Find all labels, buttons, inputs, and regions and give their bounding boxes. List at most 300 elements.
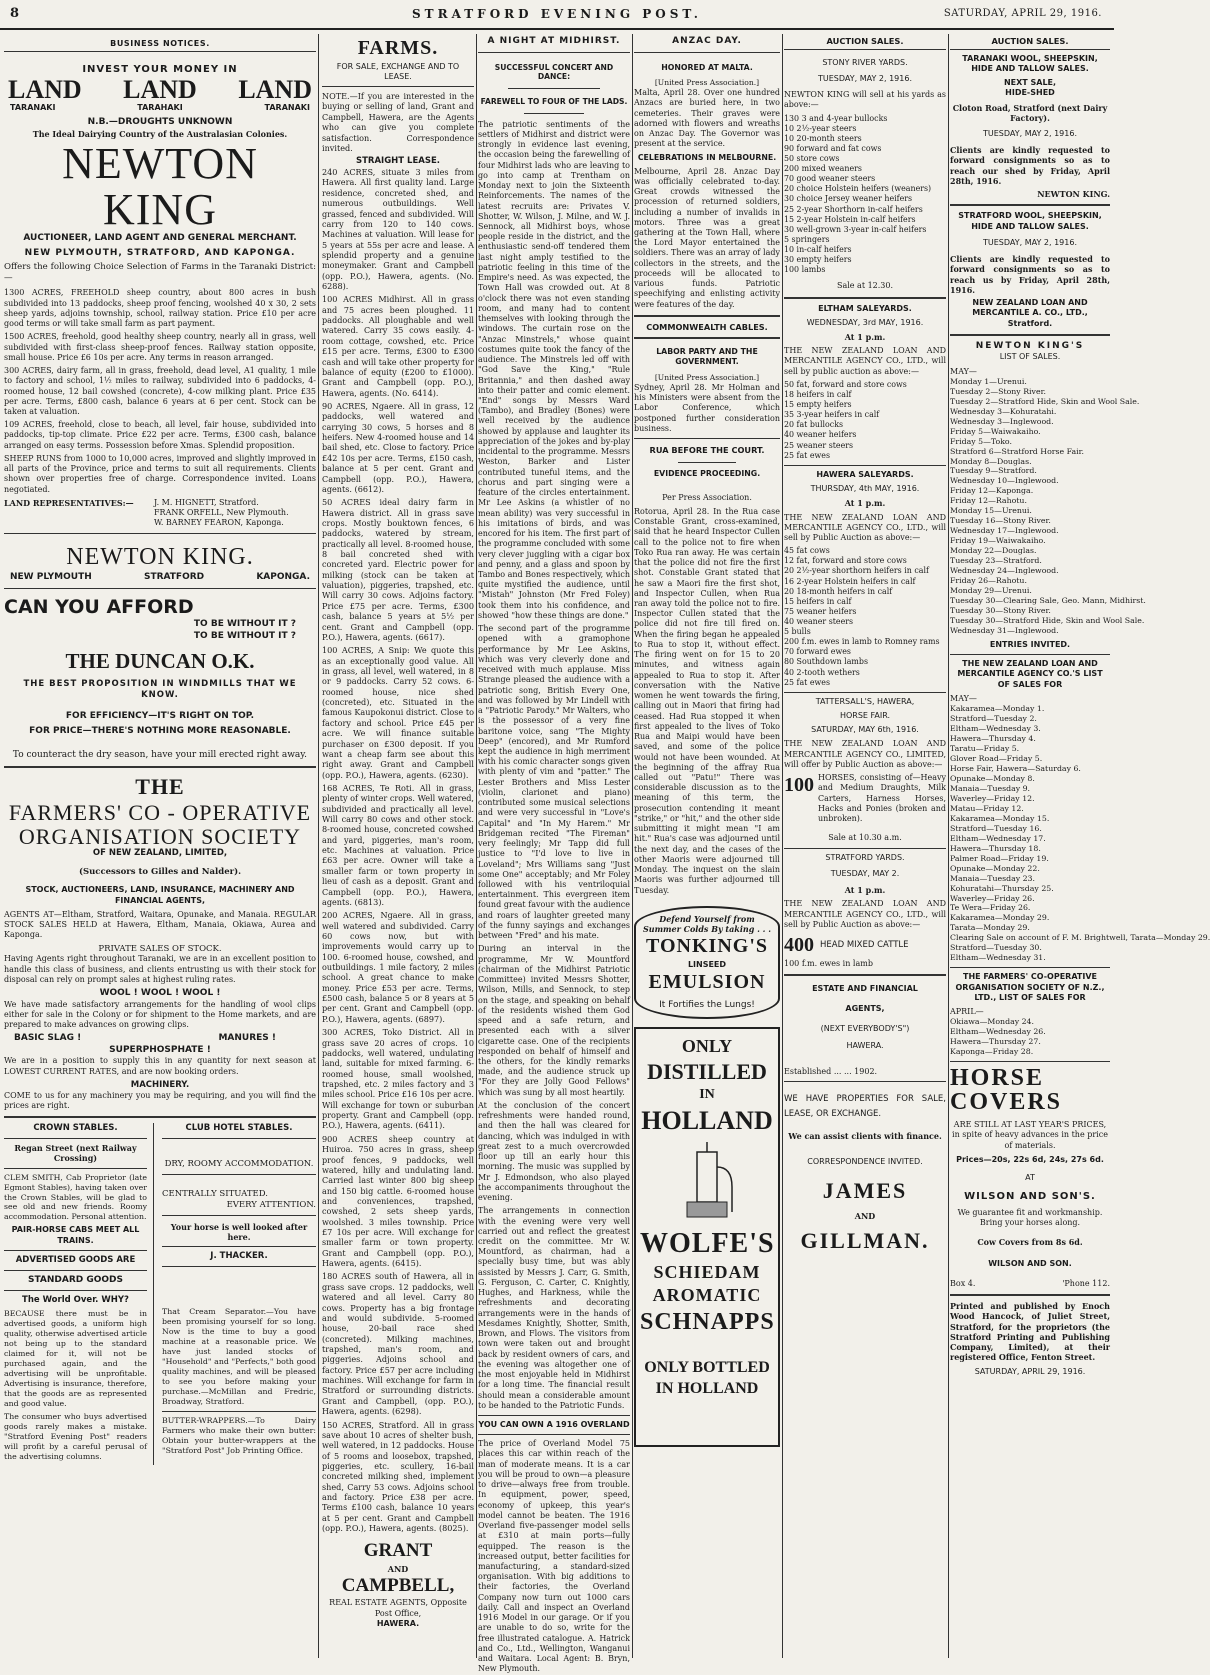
sale-schedule-item: Hawera—Thursday 4. [950, 734, 1036, 744]
sale-intro: THE NEW ZEALAND LOAN AND MERCANTILE AGENCY CO., LTD., will sell by Public Auction as above:— [784, 899, 946, 929]
sale-intro: HEAD MIXED CATTLE [820, 940, 909, 951]
sale-schedule-item: Friday 26—Rahotu. [950, 576, 1027, 586]
article-paragraph: The price of Overland Model 75 places this car within reach of the man of moderate means. It is a car you will be proud to own—a pleasure to drive—always free from trouble. In equipment, power, speed, economy of upkeep, this year's model cannot be beaten. The 1916 Overland five-passenger model sells at £310 at main ports—fully equipped. The reason is the increased output, better facilities for manufacturing, a standard-sized organisation. With big additions to their factories, the Overland Company now turn out 1000 cars daily. Call and inspect an Overland 1916 Model in our garage. Or if you are unable to do so, write for the free illustrated catalogue. A. Hatrick and Co., Ltd., Wellington, Wanganui and Waitara. Local Agent: B. Bryn, New Plymouth. [478, 1439, 630, 1674]
column-business-notices [4, 36, 316, 1656]
sale-schedule-item: Monday 29—Urenui. [950, 586, 1032, 596]
sale-schedule-item: Tuesday 2—Stratford Hide, Skin and Wool Sale. [950, 396, 1140, 406]
sale-schedule-item: Monday 15—Urenui. [950, 506, 1032, 516]
farm-listing: 100 ACRES Midhirst. All in grass and 75 acres been ploughed. 11 paddocks. All ploughable and well watered. Carry 35 cows easily. 4-room cottage, cowshed, etc. Price £15 per acre. Terms, £300 to £300 cash and will take other property for balance of equity (£200 to £1000). Grant and Campbell (opp. P.O.), Hawera, agents. (No. 6414). [322, 294, 474, 398]
sale-schedule-item: Hawera—Thursday 27. [950, 1037, 1041, 1047]
article-subheadline: HONORED AT MALTA. [661, 62, 753, 72]
ad-body: That Cream Separator.—You have been promising yourself for so long. Now is the time to buy a good machine at a reasonable price. We have just landed stocks of "Household" and "Perfects," both good quality machines, and will be pleased to see you before making your purchase.—McMillan and Fredric, Broadway, Stratford. [162, 1307, 316, 1406]
sale-item: 20 2½-year shorthorn heifers in calf [784, 566, 929, 576]
newton-king-logo: NEWTON KING [62, 139, 258, 235]
article-subheadline: SUCCESSFUL CONCERT AND DANCE: [494, 62, 614, 82]
sale-date: TUESDAY, MAY 2. [830, 868, 900, 878]
sale-item: 200 f.m. ewes in lamb to Romney rams [784, 637, 940, 647]
sale-schedule-item: Friday 19—Waiwakaiho. [950, 536, 1046, 546]
sale-schedule-item: Tarata—Monday 29. [950, 923, 1030, 933]
sale-item: 50 fat, forward and store cows [784, 379, 907, 389]
sale-item: 25 weaner steers [784, 440, 854, 450]
newspaper-title: STRATFORD EVENING POST. [412, 7, 702, 21]
farm-listing: 180 ACRES south of Hawera, all in grass save crops. 12 paddocks, well watered and all level. Carry 80 cows. Property has a big frontage and would subdivide. 5-roomed house, 20-bail race shed (concreted). Milking machines, trapshed, man's room, and piggeries. Adjoins school and factory. Price £57 per acre including machines. Will exchange for farm in Stratford or surrounding districts. Grant and Campbell, (opp. P.O.), Hawera, agents. (6298). [322, 1271, 474, 1417]
sale-item: 130 3 and 4-year bullocks [784, 113, 888, 123]
sale-time: At 1 p.m. [844, 498, 886, 509]
wolfes-schnapps-ad [634, 1027, 780, 1447]
sale-venue: HAWERA SALEYARDS. [816, 469, 914, 479]
sale-item: 20 18-month heifers in calf [784, 586, 893, 596]
ad-line: We can assist clients with finance. [788, 1130, 942, 1141]
ad-line: HIDE-SHED [1005, 88, 1055, 98]
representative: J. M. HIGNETT, Stratford. [154, 497, 259, 507]
news-source: [United Press Association.] [654, 373, 760, 383]
sale-item: 70 good weaner steers [784, 174, 876, 184]
ad-body: AGENTS AT—Eltham, Stratford, Waitara, Opunake, and Manaia. REGULAR STOCK SALES HELD at Hawera, Eltham, Manaia, Okiawa, Aurea and Kaponga. [4, 909, 316, 940]
article-paragraph: Rotorua, April 28. In the Rua case Constable Grant, cross-examined, said that he heard Inspector Cullen call to the police not to fire when Toko Rua ran away. He was certain that the police did not fire the first shot. Constable Grant stated that he saw a Maori fire the first shot, and Inspector Cullen, when Rua ran away told the police not to fire. Inspector Cullen stated that the police did not fire till fired on. When the firing began he appealed to Rua to stop it, without effect. The firing went on for 15 to 20 minutes, and witness again appealed to Rua to stop it. After conversation with the Native women he went towards the firing, calling out in Maori that firing had ceased. Had Rua stopped it when first appealed to the lives of Toko Rua and Maipi would have been saved, and some of the police would not have been wounded. At the beginning of the affray Rua called out "Patu!" There was considerable discussion as to the meaning of this term, the prosecution contending it meant "strike," or "hit," and the other side submitting it might mean "I am hit." Rua's case was adjourned until the next day, and the cases of the other Maoris were adjourned till Monday. The inquest on the slain Maoris was further adjourned till Tuesday. [634, 506, 780, 895]
newton-king-heading: NEWTON KING. [66, 543, 254, 570]
article-paragraph: Melbourne, April 28. Anzac Day was officially celebrated to-day. Great crowds witnessed the procession of returned soldiers, including a number of invalids in motors. Three was a great gathering at the Town Hall, where the Lord Mayor entertained the soldiers. There was an array of lady collectors in the streets, and the proceeds will be allocated to various funds. Patriotic speechifying and enlisting activity were features of the day. [634, 166, 780, 309]
column-anzac [634, 36, 780, 1656]
column-farms [322, 36, 474, 1656]
ad-body: We have made satisfactory arrangements for the handling of wool clips either for sale in the Colony or for shipment to the Home markets, and are prepared to make advances on growing clips. [4, 999, 316, 1030]
ad-line: Your horse is well looked after here. [170, 1221, 308, 1242]
ad-line: AROMATIC [652, 1285, 762, 1306]
section-subheading: FOR SALE, EXCHANGE AND TO LEASE. [336, 61, 460, 81]
horse-covers-logo: COVERS [950, 1089, 1063, 1116]
sale-item: 40 weaner steers [784, 616, 854, 626]
sale-schedule-item: Okiawa—Monday 24. [950, 1017, 1034, 1027]
ad-body: BUTTER-WRAPPERS.—To Dairy Farmers who make their own butter: Obtain your butter-wrappers at the "Stratford Post" Job Printing Office. [162, 1415, 316, 1455]
sale-item: 20 choice Holstein heifers (weaners) [784, 184, 932, 194]
farm-listing: 1300 ACRES, FREEHOLD sheep country, about 800 acres in bush subdivided into 13 paddocks, sheep proof fencing, woolshed 40 x 30, 2 sets sheep yards, adjoins township, school, railway station. Price £10 per acre good terms or will take small farm as part payment. [4, 288, 316, 329]
ad-brand: WOLFE'S [640, 1227, 775, 1259]
sale-schedule-item: Hawera—Thursday 18. [950, 843, 1041, 853]
article-paragraph: Malta, April 28. Over one hundred Anzacs are buried here, in two cemeteries. Their graves were adorned with flowers and wreaths on Anzac Day. The Governor was present at the service. [634, 88, 780, 149]
farm-listing: 240 ACRES, situate 3 miles from Hawera. All first quality land. Large residence, concreted shed, and numerous outbuildings. Well grassed, fenced and subdivided. Will carry from 120 to 140 cows. Machines at valuation. Will lease for 5 years at 55s per acre and lease. A splendid property and a genuine moneymaker. Grant and Campbell (opp. P.O.), Hawera, agents. (No. 6288). [322, 167, 474, 292]
news-source: Per Press Association. [662, 492, 752, 502]
imprint: Printed and published by Enoch Wood Hancock, of Juliet Street, Stratford, for the proprietors (the Stratford Printing and Publishing Company, Limited), at their registered Office, Fenton Street. [950, 1301, 1110, 1363]
ad-line: THE FARMERS' CO-OPERATIVE ORGANISATION SOCIETY OF N.Z., LTD., LIST OF SALES FOR [955, 972, 1105, 1002]
ad-line: STRATFORD WOOL, SHEEPSKIN, HIDE AND TALLOW SALES. [958, 211, 1102, 231]
ad-body: Having Agents right throughout Taranaki, we are in an excellent position to handle this class of business, and clients entrusting us with their stock for disposal can rely on prompt sales at highest ruling rates. [4, 954, 316, 984]
sale-quantity: 100 [784, 774, 814, 797]
sale-schedule-item: Matau—Friday 12. [950, 803, 1024, 813]
farm-listing: 900 ACRES sheep country at Huiroa. 750 acres in grass, sheep proof fences, 9 paddocks, well watered, hilly and undulating land. Carried last winter 800 big sheep and 150 big cattle. 6-roomed house and conveniences, trapshed, cowshed, 2 sets sheep yards, woolshed. 3 miles township. Price £7 10s per acre. Will exchange for smaller farm or town property. Grant and Campbell (opp. P.O.), Hawera, agents. (6415). [322, 1133, 474, 1269]
ad-subhead: MANURES ! [218, 1033, 276, 1044]
ad-headline: CAN YOU AFFORD [4, 595, 194, 618]
sale-schedule-item: Tuesday 9—Stratford. [950, 466, 1037, 476]
ad-line: It Fortifies the Lungs! [659, 999, 755, 1010]
ad-line: THE NEW ZEALAND LOAN AND MERCANTILE AGENCY CO.'S LIST OF SALES FOR [957, 659, 1103, 689]
sale-item: 50 store cows [784, 153, 840, 163]
issue-date: SATURDAY, APRIL 29, 1916. [943, 8, 1102, 19]
ad-place: KAPONGA. [256, 572, 310, 583]
ad-line: PAIR-HORSE CABS MEET ALL TRAINS. [11, 1225, 140, 1245]
article-paragraph: The arrangements in connection with the evening were very well carried out and reflect the greatest credit on the committee. Mr W. Mountford, as chairman, had a specially busy time, but was ably assisted by Messrs J. Carr, G. Smith, G. Ferguson, C. Carter, C. Knightly, Hughes, and Harkness, while the refreshments and decorating arrangements were in the hands of Mesdames Knightly, Shotter, Smith, Brown, and Flows. The visitors from town were taken out and brought back by resident owners of cars, and the evening was altogether one of the most enjoyable held in Midhirst for a long time. The financial result should mean a considerable amount to be handed to the Patriotic Funds. [478, 1206, 630, 1410]
ad-body: CLEM SMITH, Cab Proprietor (late Egmont Stables), having taken over the Crown Stables, will be glad to see old and new friends. Roomy accommodation. Personal attention. [4, 1172, 147, 1222]
representative: W. BARNEY FEARON, Kaponga. [154, 518, 284, 528]
list-month: APRIL— [950, 1007, 984, 1016]
farm-listing: 50 ACRES ideal dairy farm in Hawera district. All in grass save crops. Mostly bouktown fences, 6 paddocks, watered by stream, practically all level. 8-roomed house, 8 bail concreted shed with concreted yard. Electric power for milking (stock can be taken at valuation), piggeries, trapshed, etc. Will carry 30 cows. Adjoins factory. Price £75 per acre. Terms, £300 cash, balance 5 years at 5½ per cent. Grant and Campbell (opp. P.O.), Hawera, agents. (6617). [322, 497, 474, 642]
sale-venue: STRATFORD YARDS. [825, 852, 905, 862]
tonkings-emulsion-ad [634, 906, 780, 1019]
section-subheading: STRAIGHT LEASE. [355, 156, 440, 167]
sale-schedule-item: Palmer Road—Friday 19. [950, 853, 1049, 863]
horse-covers-logo: HORSE [950, 1065, 1045, 1092]
ad-place: NEW PLYMOUTH [10, 572, 92, 583]
sale-item: 45 fat cows [784, 546, 830, 556]
article-headline: COMMONWEALTH CABLES. [646, 321, 768, 332]
sale-venue: TATTERSALL'S, HAWERA, [815, 696, 915, 706]
sale-schedule-item: Waverley—Friday 26. [950, 893, 1035, 903]
sale-schedule-item: Friday 5—Waiwakaiho. [950, 426, 1041, 436]
ad-line: EVERY ATTENTION. [226, 1199, 316, 1210]
sale-time: Sale at 12.30. [836, 281, 894, 291]
ad-line: ESTATE AND FINANCIAL [812, 983, 918, 993]
sale-schedule-item: Wednesday 3—Kohuratahi. [950, 406, 1057, 416]
sale-schedule-item: Opunake—Monday 22. [950, 863, 1040, 873]
sale-time: Sale at 10.30 a.m. [828, 833, 902, 843]
ad-line: TO BE WITHOUT IT ? [193, 619, 296, 630]
sale-item: 100 f.m. ewes in lamb [784, 958, 873, 968]
sale-date: TUESDAY, MAY 2, 1916. [983, 237, 1077, 247]
sale-item: 15 empty heifers [784, 400, 852, 410]
sale-schedule-item: Stratford—Tuesday 2. [950, 714, 1037, 724]
sale-item: 10 2½-year steers [784, 123, 857, 133]
ad-line: FOR EFFICIENCY—IT'S RIGHT ON TOP. [65, 710, 255, 721]
representative: FRANK ORFELL, New Plymouth. [154, 508, 289, 518]
sale-item: 16 2-year Holstein heifers in calf [784, 576, 916, 586]
sale-item: 25 2-year Shorthorn in-calf heifers [784, 204, 923, 214]
ad-line: Defend Yourself from Summer Colds By taking . . . [642, 913, 771, 935]
article-paragraph: The second part of the programme opened with a gramophone performance by Mr Lee Askins, which was very cleverly done and received with much applause. Miss Strange pleased the audience with a patriotic song, British Every One, and was followed by Mr Lindell with a "Patriotic Parody." Mr Walters, who is the possessor of a very fine baritone voice, sang "The Mighty Deep" (encored), and Mr Rumford kept the audience in high merriment with his comic character songs given with plenty of vim and "patter." The Lester Brothers and Miss Lester (violin, clarionet and piano) contributed some musical selections and were very successful in "Love's Capital" and "In My Harem." Mr Bridgeman recited "The Fireman" very feelingly; Mr Tapp did full justice to "I'd love to live in Loveland"; Mrs Williams sang "Just some One" acceptably; and Mr Foley followed with his ventriloquial entertainment. This evergreen item found great favour with the audience and roars of laughter greeted many of the funny sayings and exchanges between "Fred" and his mate. [478, 624, 630, 941]
sale-item: 20 fat bullocks [784, 420, 844, 430]
sale-item: 75 weaner heifers [784, 606, 857, 616]
ad-subhead: CLUB HOTEL STABLES. [185, 1123, 293, 1134]
sale-item: 12 fat, forward and store cows [784, 556, 907, 566]
article-paragraph: During an interval in the programme, Mr W. Mountford (chairman of the Midhirst Patriotic Committee) invited Messrs Shotter, Wilson, Mills, and Sennock, to step on the stage, and speaking on behalf of the residents wished them God speed and a safe return, and presented each with a silver cigarette case. One of the recipients responded on behalf of himself and the others, for the kindly remarks made, and the audience struck up "For they are Jolly Good Fellows" which was sung by all most heartily. [478, 944, 630, 1097]
ad-line: HAWERA. [846, 1040, 884, 1050]
phone-number: 'Phone 112. [1062, 1279, 1110, 1289]
sale-item: 30 choice Jersey weaner heifers [784, 194, 913, 204]
imprint-date: SATURDAY, APRIL 29, 1916. [974, 1366, 1086, 1376]
column-auction-sales-2 [950, 36, 1210, 1656]
ad-signature: NEW ZEALAND LOAN AND MERCANTILE A. CO., LTD., Stratford. [972, 298, 1088, 328]
sale-item: 15 2-year Holstein in-calf heifers [784, 214, 916, 224]
ad-headline: INVEST YOUR MONEY IN [82, 64, 238, 76]
sale-item: 35 3-year heifers in calf [784, 410, 880, 420]
ad-body: Clients are kindly requested to forward consignments so as to reach us by Friday, April 28th, 1916. [950, 254, 1110, 295]
ad-word: LAND [238, 75, 312, 105]
ad-line: STOCK, AUCTIONEERS, LAND, INSURANCE, MACHINERY AND FINANCIAL AGENTS, [25, 885, 295, 905]
sale-item: 70 forward ewes [784, 647, 851, 657]
farm-listing: 109 ACRES, freehold, close to beach, all level, fair house, subdivided into paddocks, tip-top climate. Price £22 per acre. Terms, £300 cash, balance arranged on easy terms. Possession before Xmas. Splendid proposition. [4, 420, 316, 450]
ad-label: LAND REPRESENTATIVES:— [4, 497, 134, 508]
ad-line: To counteract the dry season, have your mill erected right away. [12, 749, 308, 760]
ad-line: DISTILLED [647, 1059, 767, 1085]
fcos-heading: ORGANISATION SOCIETY [18, 823, 302, 849]
sale-schedule-list [950, 704, 1210, 963]
sale-schedule-item: Monday 1—Urenui. [950, 376, 1027, 386]
ad-line: J. THACKER. [210, 1251, 268, 1262]
sale-item: 15 heifers in calf [784, 596, 852, 606]
news-source: [United Press Association.] [654, 78, 760, 88]
article-subheadline: CELEBRATIONS IN MELBOURNE. [637, 152, 777, 162]
ad-line: TARANAKI WOOL, SHEEPSKIN, HIDE AND TALLOW SALES. [962, 53, 1098, 73]
ad-subhead: WOOL ! WOOL ! WOOL ! [99, 988, 221, 999]
sale-intro: HORSES, consisting of—Heavy and Medium Draughts, Milk Carters, Harness Horses, Hacks and Ponies (broken and unbroken). [818, 773, 946, 824]
farm-listing: 150 ACRES, Stratford. All in grass save about 10 acres of shelter bush, well watered, in 12 paddocks. House of 5 rooms and loosebox, trapshed, piggeries, etc. scullery, 16-bail concreted milking shed, implement shed, Carry 53 cows. Adjoins school and factory. Price £38 per acre. Terms £100 cash, balance 10 years at 5 per cent. Grant and Campbell (opp. P.O.), Hawera, agents. (8025). [322, 1419, 474, 1534]
sale-intro: THE NEW ZEALAND LOAN AND MERCANTILE AGENCY CO., LTD., will sell by Public Auction as above:— [784, 512, 946, 542]
ad-line: AT [1025, 1173, 1035, 1183]
sale-schedule-item: Stratford—Tuesday 16. [950, 823, 1042, 833]
sale-schedule-item: Kaponga—Friday 28. [950, 1047, 1034, 1057]
sale-schedule-item: Kakaramea—Monday 29. [950, 913, 1050, 923]
article-headline: YOU CAN OWN A 1916 OVERLAND [478, 1419, 630, 1429]
ad-subhead: SUPERPHOSPHATE ! [109, 1044, 211, 1055]
sale-item: 40 weaner heifers [784, 430, 857, 440]
ad-line: TO BE WITHOUT IT ? [193, 630, 296, 641]
sale-schedule-item: Friday 5—Toko. [950, 436, 1012, 446]
ad-place: TARANAKI [264, 103, 310, 113]
sale-schedule-item: Tuesday 30—Stony River. [950, 606, 1051, 616]
farm-listing: 168 ACRES, Te Roti. All in grass, plenty of winter crops. Well watered, subdivided and practically all level. Will carry 80 cows and other stock. 8-roomed house, concreted cowshed and yard, piggeries, man's room, etc. Machines at valuation. Price £63 per acre. Owner will take a smaller farm or town property in lieu of cash as a deposit. Grant and Campbell (opp. P.O.), Hawera, agents. (6813). [322, 782, 474, 907]
sale-schedule-item: Waverley—Friday 12. [950, 793, 1035, 803]
sale-schedule-item: Tuesday 23—Stratford. [950, 556, 1042, 566]
ad-line: IN HOLLAND [655, 1379, 759, 1397]
po-box: Box 4. [950, 1279, 976, 1289]
sale-item: 10 in-calf heifers [784, 244, 852, 254]
sale-schedule-item: Wednesday 24—Inglewood. [950, 566, 1059, 576]
section-heading: BUSINESS NOTICES. [4, 39, 316, 52]
sale-schedule-item: Monday 8—Douglas. [950, 456, 1032, 466]
farm-listing: 300 ACRES, dairy farm, all in grass, freehold, dead level, A1 quality, 1 mile to factory and school, 1½ miles to railway, subdivided into 6 paddocks, 4-roomed house, 12 bail cowshed (concrete), 4-cow milking plant. Price £35 per acre. Terms, £800 cash, balance 6 years at 6 per cent. Stock can be taken at valuation. [4, 366, 316, 416]
ad-place: STRATFORD [143, 572, 205, 583]
ad-line: NEWTON KING'S [975, 340, 1085, 351]
farm-listing: 1500 ACRES, freehold, good healthy sheep country, nearly all in grass, well subdivided with first-class sheep-proof fences. Railway station opposite, small house. Price £6 10s per acre. Any terms in reason arranged. [4, 332, 316, 362]
ad-line: (NEXT EVERYBODY'S") [820, 1024, 910, 1034]
sale-schedule-item: Stratford 6—Stratford Horse Fair. [950, 446, 1084, 456]
sale-venue: ELTHAM SALEYARDS. [818, 303, 912, 313]
ad-place: TARAHAKI [137, 103, 183, 113]
ad-body: ARE STILL AT LAST YEAR'S PRICES, in spite of heavy advances in the price of materials. [952, 1120, 1108, 1150]
sale-quantity: 400 [784, 933, 814, 956]
ad-line: AND [854, 1211, 876, 1222]
ad-line: ONLY [681, 1036, 733, 1057]
ad-body: Clients are kindly requested to forward consignments so as to reach our shed by Friday, April 28th, 1916. [950, 145, 1110, 186]
ad-subhead: MACHINERY. [130, 1079, 190, 1090]
ad-body: We guarantee fit and workmanship. Bring your horses along. [957, 1208, 1103, 1228]
masthead [0, 0, 1114, 30]
page-number: 8 [10, 6, 20, 21]
ad-line: CORRESPONDENCE INVITED. [807, 1156, 923, 1166]
farm-listing: 300 ACRES, Toko District. All in grass save 20 acres of crops. 10 paddocks, well watered, undulating land, suitable for mixed farming. 6-roomed house, small woolshed, trapshed, etc. 2 miles factory and 3 miles school. Price £16 10s per acre. Will exchange for town or suburban property. Grant and Campbell (opp. P.O.), Hawera, agents. (6411). [322, 1027, 474, 1131]
column-auction-sales-1 [784, 36, 946, 1656]
sale-schedule-item: Clearing Sale on account of F. M. Brightwell, Tarata—Monday 29. [950, 933, 1210, 943]
ad-line: Cloton Road, Stratford (next Dairy Factory). [952, 102, 1108, 123]
sale-item: 80 Southdown lambs [784, 657, 868, 667]
sale-schedule-item: Glover Road—Friday 5. [950, 753, 1043, 763]
article-paragraph: Sydney, April 28. Mr Holman and his Ministers were absent from the Labor Conference, which postponed further consideration business. [634, 383, 780, 433]
ad-line: ONLY BOTTLED [644, 1359, 770, 1377]
still-illustration-icon [677, 1142, 737, 1222]
ad-line: IN [699, 1087, 715, 1103]
ad-line: (Successors to Gilles and Nalder). [78, 866, 242, 877]
ad-body: BECAUSE there must be in advertised goods, a uniform high quality, otherwise advertised article not being up to the standard claimed for it, will not be purchased again, and the advertising will be unprofitable. Advertising is insurance, therefore, that the goods are as represented and good value. [4, 1309, 147, 1408]
james-gillman-logo: GILLMAN. [800, 1228, 930, 1254]
sale-item: 25 fat ewes [784, 677, 830, 687]
sale-schedule-item: Opunake—Monday 8. [950, 773, 1035, 783]
ad-brand: SCHNAPPS [640, 1309, 775, 1336]
sale-intro: NEWTON KING will sell at his yards as above:— [784, 90, 946, 110]
ad-body: COME to us for any machinery you may be requiring, and you will find the prices are right. [4, 1090, 316, 1110]
ad-line: N.B.—DROUGHTS UNKNOWN [87, 117, 233, 128]
column-midhirst [478, 36, 630, 1674]
sale-item: 25 fat ewes [784, 450, 830, 460]
sale-schedule-item: Eltham—Wednesday 3. [950, 724, 1041, 734]
article-subheadline: EVIDENCE PROCEEDING. [653, 468, 761, 478]
sale-schedule-list [950, 376, 1146, 636]
sale-date: WEDNESDAY, 3rd MAY, 1916. [806, 317, 924, 327]
sale-schedule-item: Manaia—Tuesday 23. [950, 873, 1036, 883]
ad-body: WE HAVE PROPERTIES FOR SALE, LEASE, OR EXCHANGE. [784, 1093, 946, 1120]
sale-time: At 1 p.m. [844, 885, 886, 896]
ad-brand: TONKING'S [646, 935, 768, 958]
sale-date: SATURDAY, MAY 6th, 1916. [811, 725, 919, 735]
sale-date: TUESDAY, MAY 2, 1916. [983, 129, 1077, 139]
section-heading: AUCTION SALES. [784, 36, 946, 50]
ad-body: We are in a position to supply this in any quantity for next season at LOWEST CURRENT RATES, and are now booking orders. [4, 1056, 316, 1076]
section-heading: FARMS. [357, 37, 439, 59]
sale-schedule-item: Eltham—Wednesday 26. [950, 1027, 1046, 1037]
ad-line: NEXT SALE, [1003, 78, 1057, 88]
ad-line: FOR PRICE—THERE'S NOTHING MORE REASONABLE. [29, 726, 291, 737]
article-headline: ANZAC DAY. [672, 36, 742, 46]
grant-campbell-logo: GRANT [363, 1540, 433, 1562]
ad-line: REAL ESTATE AGENTS, Opposite Post Office, [329, 1598, 467, 1618]
sale-schedule-item: Friday 12—Kaponga. [950, 486, 1034, 496]
sale-schedule-item: Friday 12—Rahotu. [950, 496, 1027, 506]
sale-item: 30 well-grown 3-year in-calf heifers [784, 224, 927, 234]
ad-word: LAND [8, 75, 82, 105]
article-paragraph: The patriotic sentiments of the settlers of Midhirst and district were strongly in evidence last evening, the occasion being the farewelling of four Midhirst lads who are leaving to go into camp at Trentham on Monday next to join the Sixteenth Reinforcements. The names of the latest recruits are: Privates V. Shotter, W. Wilson, J. Milne, and W. J. Sennock, all Midhirst boys, whose people reside in the district, and the enthusiastic send-off tendered them last night amply testified to the patriotic feeling in this time of the Empire's need. As was expected, the Town Hall was crowded out. At 8 o'clock there was not even standing room, and many had to content themselves with looking through the windows. The curtain rose on the "Anzac Minstrels," whose quaint costumes quite took the fancy of the audience. The Minstrels led off with "God Save the King," "Rule Britannia," and then dashed away into their patter and comic element. "End" songs by Messrs Ward (Tambo), and Bradley (Bones) were well received by the audience showed by applause and laughter its appreciation of the jokes and by-play incidental to the programme. Messrs Weston, Barker and Lister contributed tuneful items, and the chorus and part singing were a feature of the circles entertainment. Mr Lee Askins (a whistler of no mean ability) was very successful in his imitations of birds, and was encored for his item. The first part of the programme concluded with some very clever juggling with a cigar box and penny, and a glass and spoon by Tambo and Bones respectively, which quite mystified the audience, until "Mistah" Johnston (Mr Fred Foley) took them into his confidence, and showed "how these things are done." [478, 119, 630, 620]
farm-listing: 200 ACRES, Ngaere. All in grass, well watered and subdivided. Carry 60 cows now, but with improvements would carry up to 100. 6-roomed house, cowshed, and outbuildings. 1 mile factory, 2 miles school. A great chance to make money. Price £53 per acre. Terms, £500 cash, balance 5 or 8 years at 5 per cent. Grant and Campbell (opp. P.O.), Hawera, agents. (6897). [322, 910, 474, 1024]
fcos-heading: FARMERS' CO - OPERATIVE [8, 800, 312, 826]
ad-line: WILSON AND SON'S. [964, 1191, 1096, 1203]
ad-line: Established ... ... 1902. [784, 1066, 878, 1076]
sale-schedule-item: Eltham—Wednesday 31. [950, 953, 1046, 963]
sale-schedule-item: Tuesday 30—Stratford Hide, Skin and Wool Sale. [950, 616, 1145, 625]
sale-item: 30 empty heifers [784, 255, 852, 265]
sale-schedule-item: Horse Fair, Hawera—Saturday 6. [950, 763, 1081, 773]
list-month: MAY— [950, 693, 977, 703]
sale-schedule-item: Tuesday 16—Stony River. [950, 516, 1051, 526]
ad-line: LIST OF SALES. [999, 352, 1061, 362]
section-heading: AUCTION SALES. [950, 36, 1110, 50]
farm-listing: 100 ACRES, A Snip: We quote this as an exceptionally good value. All in grass, all level, well watered, in 8 or 9 paddocks. Carry 52 cows. 6-roomed house, nice shed (concreted), etc. Situated in the famous Kaupokonui district. Close to factory and school. Price £45 per acre. We will finance suitable purchaser on £300 deposit. If you want a cheap farm see about this right away. Grant and Campbell (opp. P.O.), Hawera, agents. (6230). [322, 645, 474, 780]
article-subheadline: FAREWELL TO FOUR OF THE LADS. [480, 96, 628, 106]
sale-item: 10 20-month steers [784, 133, 862, 143]
sale-schedule-item: Stratford—Tuesday 30. [950, 943, 1042, 953]
sale-schedule-item: Wednesday 10—Inglewood. [950, 476, 1059, 486]
list-month: MAY— [950, 366, 977, 376]
sale-intro: THE NEW ZEALAND LOAN AND MERCANTILE AGENCY CO., LTD., will sell by public auction as above:— [784, 346, 946, 376]
sale-schedule-item: Tuesday 30—Clearing Sale, Geo. Mann, Midhirst. [950, 596, 1146, 606]
ad-line: Prices—20s, 22s 6d, 24s, 27s 6d. [956, 1154, 1104, 1164]
article-subheadline: LABOR PARTY AND THE GOVERNMENT. [656, 347, 758, 367]
ad-line: CENTRALLY SITUATED. [162, 1188, 268, 1199]
ad-place: TARANAKI [10, 103, 56, 113]
ad-line: AND [387, 1563, 409, 1574]
ad-line: NEW PLYMOUTH, STRATFORD, AND KAPONGA. [24, 247, 296, 258]
column-rule [948, 34, 949, 1658]
fcos-heading: THE [135, 774, 185, 800]
ad-subhead: STANDARD GOODS [27, 1274, 124, 1285]
column-rule [318, 34, 319, 1658]
sale-item-list [784, 546, 946, 688]
ad-line: The Ideal Dairying Country of the Australasian Colonies. [32, 128, 288, 139]
sale-time: At 1 p.m. [844, 332, 886, 342]
ad-word: LAND [123, 75, 197, 105]
sale-item-list [784, 114, 946, 276]
ad-signature: WILSON AND SON. [988, 1258, 1072, 1268]
sale-item: 5 bulls [784, 627, 811, 637]
ad-line: AGENTS, [845, 1004, 885, 1014]
ad-line: AUCTIONEER, LAND AGENT AND GENERAL MERCHANT. [23, 233, 297, 244]
ad-line: LINSEED [687, 959, 727, 969]
farm-listing: SHEEP RUNS from 1000 to 10,000 acres, improved and slightly improved in all parts of the Province, price and terms to suit all requirements. Clients shown over properties free of charge. Correspondence invited. Loans negotiated. [4, 453, 316, 494]
ad-line: DRY, ROOMY ACCOMMODATION. [164, 1159, 314, 1170]
farm-listing: 90 ACRES, Ngaere. All in grass, 12 paddocks, well watered and carrying 30 cows, 5 horses and 8 heifers. New 4-roomed house and 14 bail shed, etc. Close to factory. Price £42 10s per acre. Terms, £150 cash, balance at 5 per cent. Grant and Campbell (opp. P.O.), Hawera, agents. (6612). [322, 401, 474, 494]
ad-line: OF NEW ZEALAND, LIMITED, [92, 847, 228, 858]
sale-date: THURSDAY, 4th MAY, 1916. [810, 484, 920, 494]
sale-item: 200 mixed weaners [784, 164, 862, 174]
article-paragraph: NOTE.—If you are interested in the buying or selling of land, Grant and Campbell, Hawera, are the Agents who can give you complete satisfaction. Correspondence invited. [322, 91, 474, 153]
ad-line: Cow Covers from 8s 6d. [977, 1236, 1083, 1247]
column-rule [782, 34, 783, 1658]
sale-item-list [784, 380, 946, 461]
sale-schedule-item: Wednesday 31—Inglewood. [950, 625, 1059, 635]
article-headline: RUA BEFORE THE COURT. [649, 445, 765, 456]
sale-schedule-item: Monday 22—Douglas. [950, 546, 1037, 556]
sale-schedule-item: Eltham—Wednesday 17. [950, 833, 1046, 843]
article-headline: A NIGHT AT MIDHIRST. [487, 36, 621, 46]
ad-subhead: ADVERTISED GOODS ARE [15, 1254, 136, 1265]
ad-line: ENTRIES INVITED. [989, 639, 1071, 649]
article-paragraph: At the conclusion of the concert refreshments were handed round, and then the hall was cleared for dancing, which was indulged in with great zest to a much overcrowded floor up till an early hour this morning. The music was supplied by Mr J. Edmondson, who also played the accompaniments throughout the evening. [478, 1100, 630, 1203]
sale-schedule-item: Kakaramea—Monday 15. [950, 813, 1050, 823]
sale-schedule-item: Taratu—Friday 5. [950, 743, 1020, 753]
ad-signature: NEWTON KING. [1037, 189, 1110, 200]
column-rule [632, 34, 633, 1658]
sale-item: 18 heifers in calf [784, 390, 852, 400]
sale-schedule-item: Wednesday 3—Inglewood. [950, 416, 1054, 426]
sale-date: TUESDAY, MAY 2, 1916. [818, 73, 912, 83]
sale-schedule-item: Kakaramea—Monday 1. [950, 704, 1045, 714]
ad-body: The consumer who buys advertised goods rarely makes a mistake. "Stratford Evening Post" readers will profit by a careful perusal of the advertising columns. [4, 1411, 147, 1461]
sale-venue: HORSE FAIR. [839, 710, 891, 720]
sale-item: 90 forward and fat cows [784, 143, 882, 153]
ad-line: SCHIEDAM [653, 1262, 761, 1283]
sale-schedule-item: Kohuratahi—Thursday 25. [950, 883, 1054, 893]
sale-schedule-item: Te Wera—Friday 26. [950, 903, 1031, 913]
ad-line: HOLLAND [641, 1106, 773, 1136]
sale-item: 40 2-tooth wethers [784, 667, 860, 677]
ad-subhead: The World Over. WHY? [22, 1295, 129, 1306]
sale-intro: THE NEW ZEALAND LOAN AND MERCANTILE AGENCY CO., LIMITED, will offer by Public Auction as above:— [784, 739, 946, 769]
duncan-heading: THE DUNCAN O.K. [65, 649, 255, 674]
james-gillman-logo: JAMES [822, 1178, 908, 1204]
